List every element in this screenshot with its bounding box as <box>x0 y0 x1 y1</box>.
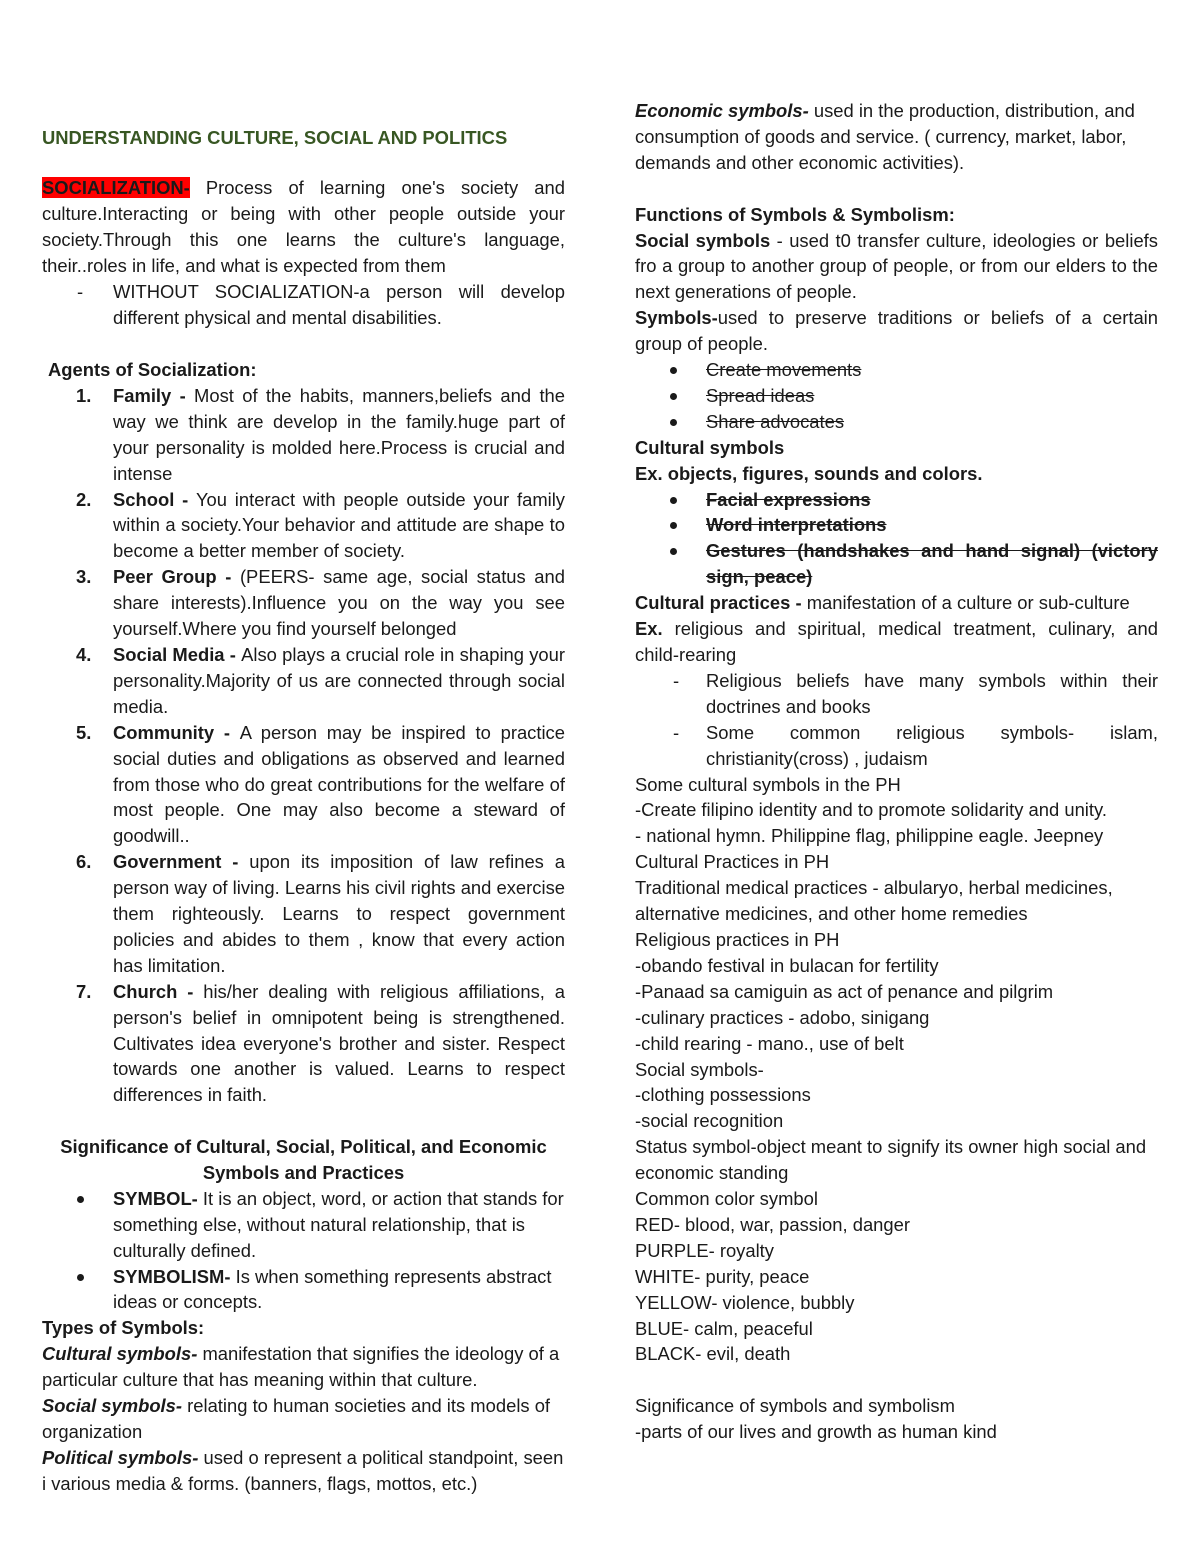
note-line: -Create filipino identity and to promote solidarity and unity. <box>635 799 1107 821</box>
note-line: -child rearing - mano., use of belt <box>635 1032 904 1054</box>
note-line: BLUE- calm, peaceful <box>635 1317 813 1339</box>
types-heading: Types of Symbols: <box>42 1317 205 1339</box>
type-social: Social symbols- relating to human societies and its models of organization <box>42 1395 551 1442</box>
note-line: Status symbol-object meant to signify its owner high social and economic standing <box>635 1136 1147 1184</box>
note-line: RED- blood, war, passion, danger <box>635 1213 910 1235</box>
agents-list <box>42 383 565 1108</box>
note-line: -culinary practices - adobo, sinigang <box>635 1006 930 1028</box>
agent-item-government: 6. Government - upon its imposition of law refines a person way of living. Learns his civil rights and exercise them righteously. Learns to respect government policies and abides to them , know that every action has limitation. <box>76 851 565 976</box>
significance-section <box>42 1134 565 1497</box>
type-political: Political symbols- used o represent a political standpoint, seen i various media & forms. (banners, flags, mottos, etc.) <box>42 1446 564 1494</box>
bullet-icon <box>77 1196 84 1203</box>
agents-section <box>42 357 565 1108</box>
cultural-symbols-heading: Cultural symbols <box>635 436 785 458</box>
functions-social: Social symbols - used t0 transfer culture, ideologies or beliefs fro a group to another group of people, or from our elders to the next generations of people. <box>635 229 1158 303</box>
bullet-icon <box>77 1274 84 1281</box>
bullet-icon <box>670 367 677 374</box>
cultural-practices: Cultural practices - manifestation of a culture or sub-culture <box>635 592 1130 614</box>
closing-heading: Significance of symbols and symbolism <box>635 1395 955 1417</box>
functions-heading: Functions of Symbols & Symbolism: <box>635 203 955 225</box>
type-cultural: Cultural symbols- manifestation that signifies the ideology of a particular culture that has meaning within that culture. <box>42 1343 560 1391</box>
list-item: Share advocates <box>635 409 1158 435</box>
closing-line: -parts of our lives and growth as human kind <box>635 1421 997 1443</box>
significance-heading: Significance of Cultural, Social, Political, and Economic Symbols and Practices <box>60 1136 547 1183</box>
list-item: - Religious beliefs have many symbols within their doctrines and books <box>673 669 1158 717</box>
note-line: Some cultural symbols in the PH <box>635 773 901 795</box>
note-line: -clothing possessions <box>635 1084 811 1106</box>
list-item: Spread ideas <box>635 383 1158 409</box>
bullet-icon <box>670 393 677 400</box>
socialization-definition: SOCIALIZATION- Process of learning one's society and culture.Interacting or being with other people outside your society.Through this one learns the culture's language, their..roles in life, and what is expected from them <box>42 177 565 276</box>
note-line: BLACK- evil, death <box>635 1343 791 1365</box>
note-line: Religious practices in PH <box>635 928 840 950</box>
socialization-term: SOCIALIZATION- <box>42 177 190 198</box>
cultural-practices-example: Ex. religious and spiritual, medical treatment, culinary, and child-rearing <box>635 618 1158 666</box>
note-line: Cultural Practices in PH <box>635 851 830 873</box>
agent-item-peer-group: 3. Peer Group - (PEERS- same age, social status and share interests).Influence you on the way you see yourself.Where you find yourself belonged <box>76 566 565 640</box>
note-line: WHITE- purity, peace <box>635 1265 810 1287</box>
right-flow <box>635 98 1158 1445</box>
religious-list <box>635 668 1158 772</box>
cultural-struck-list <box>635 487 1158 591</box>
agents-heading: Agents of Socialization: <box>48 359 257 380</box>
socialization-note-list <box>42 279 565 331</box>
list-item: - WITHOUT SOCIALIZATION-a person will develop different physical and mental disabilities. <box>77 280 565 328</box>
agent-item-community: 5. Community - A person may be inspired to practice social duties and obligations as observed and learned from those who do great contributions for the welfare of most people. One may also become a steward of goodwill.. <box>76 721 565 847</box>
agent-item-church: 7. Church - his/her dealing with religious affiliations, a person's belief in omnipotent being is strengthened. Cultivates idea everyone's brother and sister. Respect towards one another is valued. Learns to respect differences in faith. <box>76 980 565 1106</box>
type-economic: Economic symbols- used in the production, distribution, and consumption of goods and service. ( currency, market, labor, demands and other economic activities). <box>635 100 1135 173</box>
list-item: Gestures (handshakes and hand signal) (victory sign, peace) <box>635 538 1158 590</box>
agent-item-social-media: 4. Social Media - Also plays a crucial role in shaping your personality.Majority of us are connected through social media. <box>76 643 565 717</box>
struck-list <box>635 357 1158 435</box>
significance-list <box>42 1186 565 1316</box>
note-line: -Panaad sa camiguin as act of penance and pilgrim <box>635 980 1054 1002</box>
bullet-icon <box>670 548 677 555</box>
functions-symbols: Symbols-used to preserve traditions or beliefs of a certain group of people. <box>635 307 1158 355</box>
note-line: Social symbols- <box>635 1058 764 1080</box>
list-item: SYMBOL- It is an object, word, or action that stands for something else, without natural relationship, that is culturally defined. <box>42 1186 565 1264</box>
note-line: Traditional medical practices - albularyo, herbal medicines, alternative medicines, and other home remedies <box>635 877 1113 925</box>
note-line: Common color symbol <box>635 1188 818 1210</box>
list-item: - Some common religious symbols- islam, christianity(cross) , judaism <box>673 721 1158 769</box>
note-line: PURPLE- royalty <box>635 1239 774 1261</box>
list-item: Create movements <box>635 357 1158 383</box>
list-item: Word interpretations <box>635 512 1158 538</box>
note-line: -social recognition <box>635 1110 784 1132</box>
bullet-icon <box>670 522 677 529</box>
bullet-icon <box>670 497 677 504</box>
document-title: UNDERSTANDING CULTURE, SOCIAL AND POLITICS <box>42 127 508 148</box>
agent-item-school: 2. School - You interact with people outside your family within a society.Your behavior and attitude are shape to become a better member of society. <box>76 488 565 562</box>
note-line: -obando festival in bulacan for fertility <box>635 954 939 976</box>
cultural-symbols-example: Ex. objects, figures, sounds and colors. <box>635 462 983 484</box>
note-line: - national hymn. Philippine flag, philippine eagle. Jeepney <box>635 825 1104 847</box>
socialization-section <box>42 175 565 330</box>
note-line: YELLOW- violence, bubbly <box>635 1291 855 1313</box>
list-item: Facial expressions <box>635 487 1158 513</box>
bullet-icon <box>670 419 677 426</box>
agent-item-family: 1. Family - Most of the habits, manners,beliefs and the way we think are develop in the family.huge part of your personality is molded here.Process is crucial and intense <box>76 384 566 484</box>
list-item: SYMBOLISM- Is when something represents abstract ideas or concepts. <box>42 1264 565 1316</box>
